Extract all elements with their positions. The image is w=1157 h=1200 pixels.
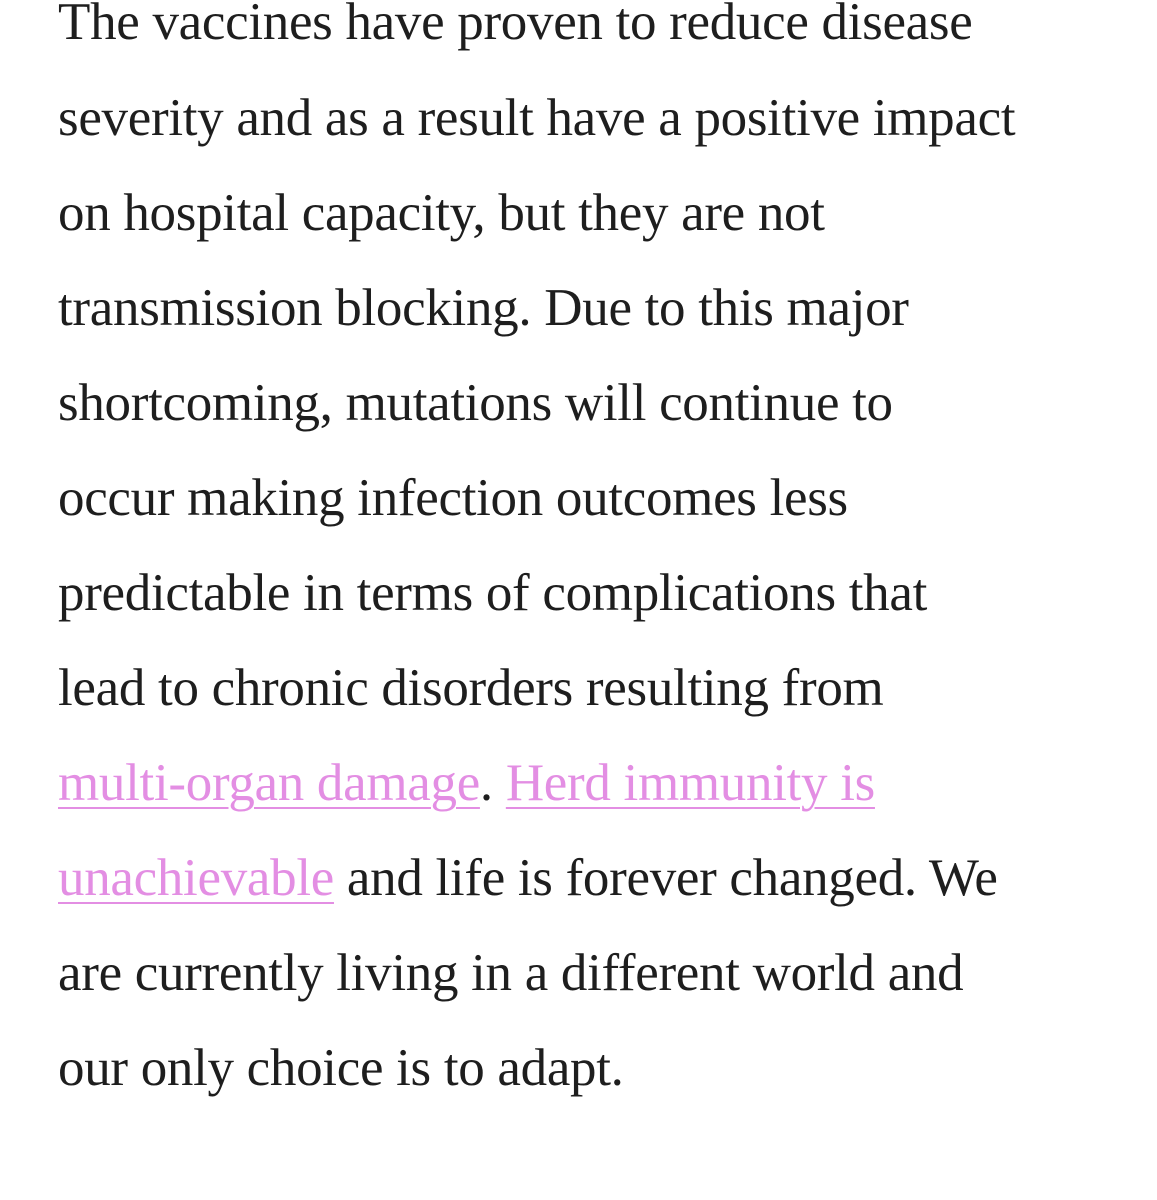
paragraph-line-9 xyxy=(58,751,875,815)
herd-immunity-link-part1[interactable]: Herd immunity is xyxy=(505,754,875,812)
paragraph-line-10 xyxy=(58,846,998,910)
paragraph-line-2: severity and as a result have a positive impact xyxy=(58,89,1016,147)
herd-immunity-link-part2[interactable]: unachievable xyxy=(58,849,334,907)
paragraph-line-11: are currently living in a different world and xyxy=(58,944,964,1002)
multi-organ-damage-link[interactable]: multi-organ damage xyxy=(58,754,480,812)
line-10-text: and life is forever changed. We xyxy=(333,849,998,907)
paragraph-line-3: on hospital capacity, but they are not xyxy=(58,184,825,242)
paragraph-line-8: lead to chronic disorders resulting from xyxy=(58,659,884,717)
paragraph-line-7: predictable in terms of complications that xyxy=(58,564,927,622)
link-separator: . xyxy=(479,754,506,812)
paragraph-line-4: transmission blocking. Due to this major xyxy=(58,279,909,337)
paragraph-line-6: occur making infection outcomes less xyxy=(58,469,848,527)
paragraph-line-5: shortcoming, mutations will continue to xyxy=(58,374,893,432)
paragraph-line-12: our only choice is to adapt. xyxy=(58,1039,624,1097)
paragraph-line-1: The vaccines have proven to reduce disease xyxy=(58,0,973,51)
